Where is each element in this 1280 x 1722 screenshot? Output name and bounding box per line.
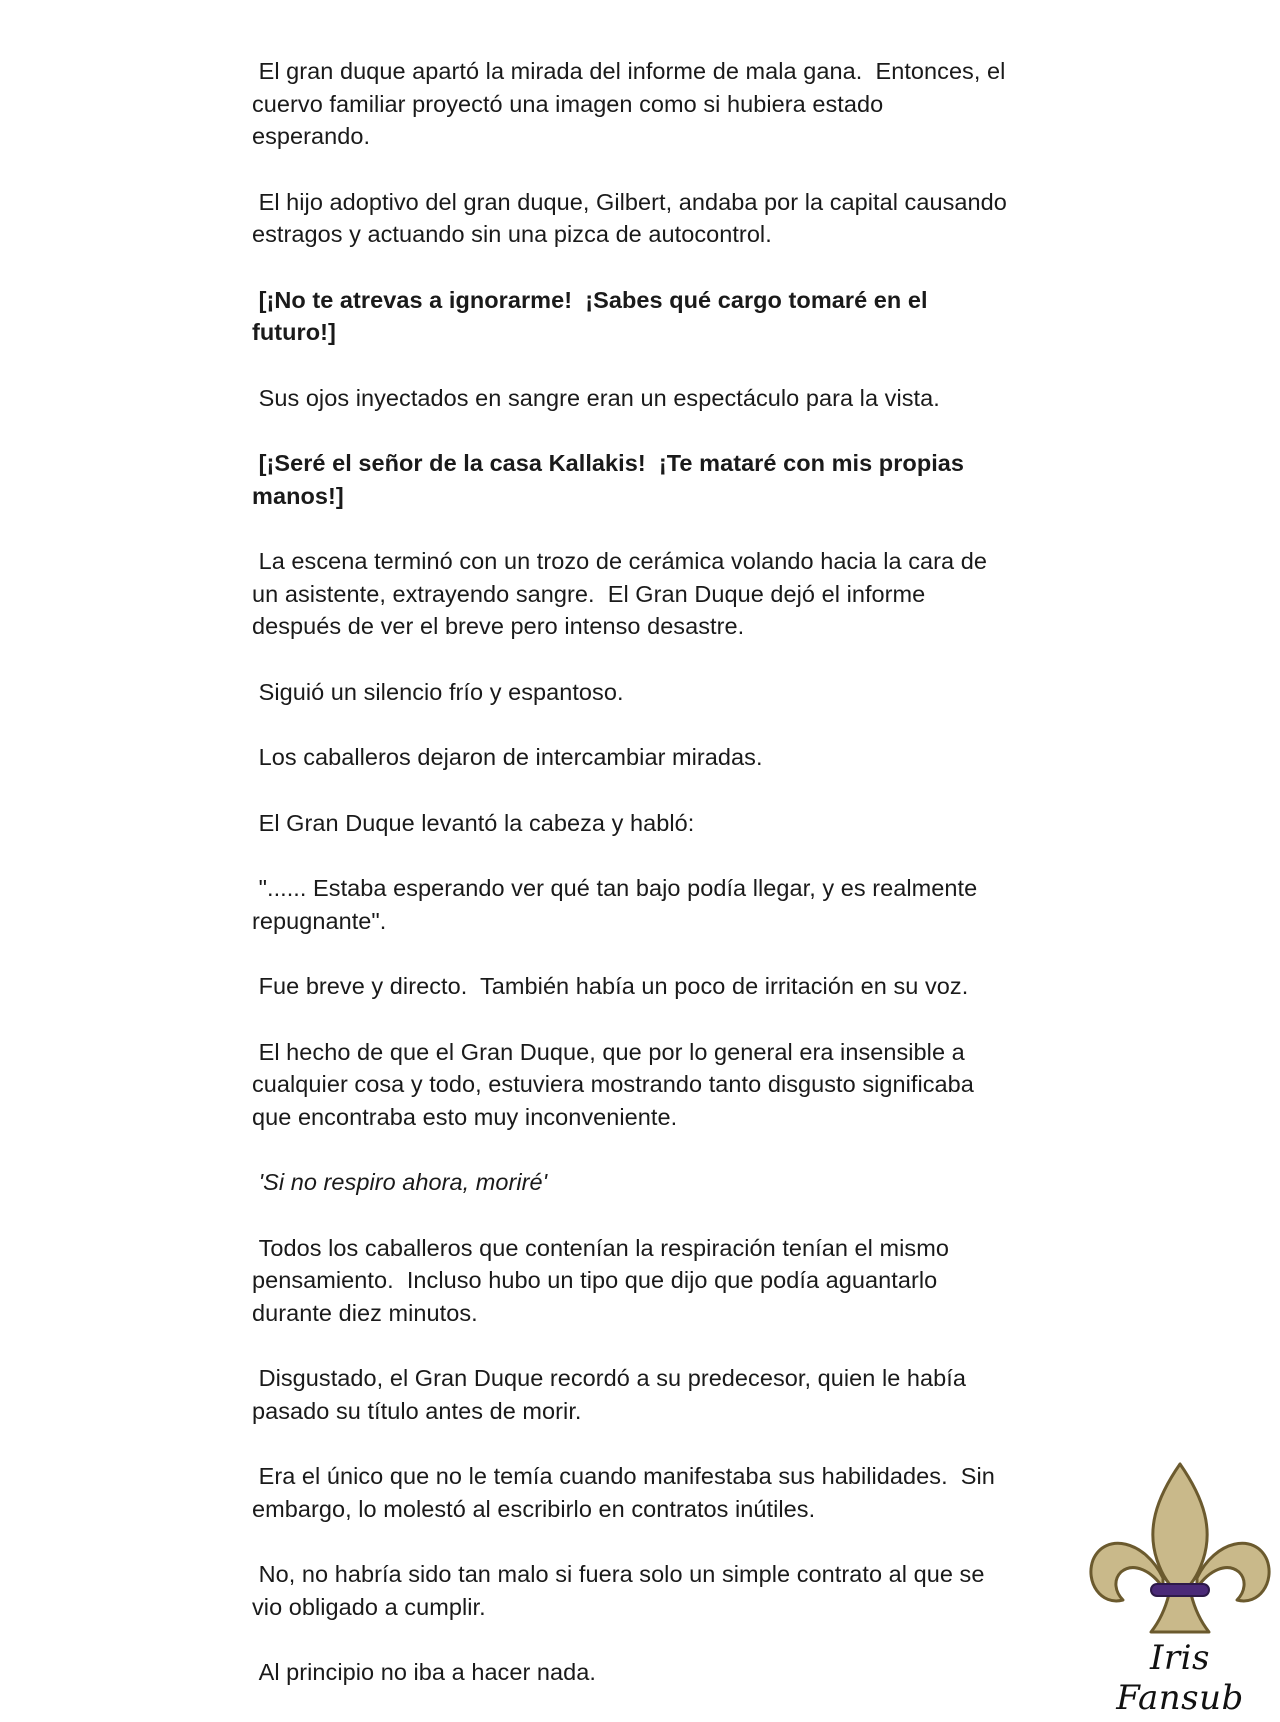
paragraph: El Gran Duque levantó la cabeza y habló: — [252, 809, 695, 836]
fleur-de-lis-icon — [1085, 1460, 1275, 1640]
paragraph: "...... Estaba esperando ver qué tan bajo podía llegar, y es realmente repugnante". — [252, 875, 978, 934]
paragraph: Era el único que no le temía cuando manifestaba sus habilidades. Sin embargo, lo molestó al escribirlo en contratos inútiles. — [252, 1463, 995, 1522]
watermark-text: Iris Fansub — [1116, 1638, 1244, 1718]
paragraph: El gran duque apartó la mirada del informe de mala gana. Entonces, el cuervo familiar proyectó una imagen como si hubiera estado esperando. — [252, 58, 1006, 149]
dialogue-paragraph: [¡Seré el señor de la casa Kallakis! ¡Te mataré con mis propias manos!] — [252, 450, 965, 509]
paragraph: Disgustado, el Gran Duque recordó a su predecesor, quien le había pasado su título antes de morir. — [252, 1365, 966, 1424]
paragraph: Fue breve y directo. También había un poco de irritación en su voz. — [252, 973, 969, 999]
document-body — [252, 55, 1052, 1722]
watermark — [1085, 1460, 1275, 1718]
paragraph: El hecho de que el Gran Duque, que por lo general era insensible a cualquier cosa y todo, estuviera mostrando tanto disgusto significaba que encontraba esto muy inconveniente. — [252, 1038, 974, 1130]
thought-paragraph: 'Si no respiro ahora, moriré' — [252, 1169, 548, 1195]
paragraph: Sus ojos inyectados en sangre eran un espectáculo para la vista. — [252, 384, 940, 411]
paragraph: Siguió un silencio frío y espantoso. — [252, 678, 624, 705]
paragraph: La escena terminó con un trozo de cerámica volando hacia la cara de un asistente, extrayendo sangre. El Gran Duque dejó el informe después de ver el breve pero intenso desastre. — [252, 548, 987, 639]
paragraph: No, no habría sido tan malo si fuera solo un simple contrato al que se vio obligado a cumplir. — [252, 1561, 985, 1620]
paragraph: Al principio no iba a hacer nada. — [252, 1659, 596, 1685]
paragraph: El hijo adoptivo del gran duque, Gilbert, andaba por la capital causando estragos y actuando sin una pizca de autocontrol. — [252, 188, 1007, 247]
paragraph: Todos los caballeros que contenían la respiración tenían el mismo pensamiento. Incluso hubo un tipo que dijo que podía aguantarlo durante diez minutos. — [252, 1234, 949, 1326]
dialogue-paragraph: [¡No te atrevas a ignorarme! ¡Sabes qué cargo tomaré en el futuro!] — [252, 286, 928, 345]
paragraph: Los caballeros dejaron de intercambiar miradas. — [252, 744, 763, 770]
